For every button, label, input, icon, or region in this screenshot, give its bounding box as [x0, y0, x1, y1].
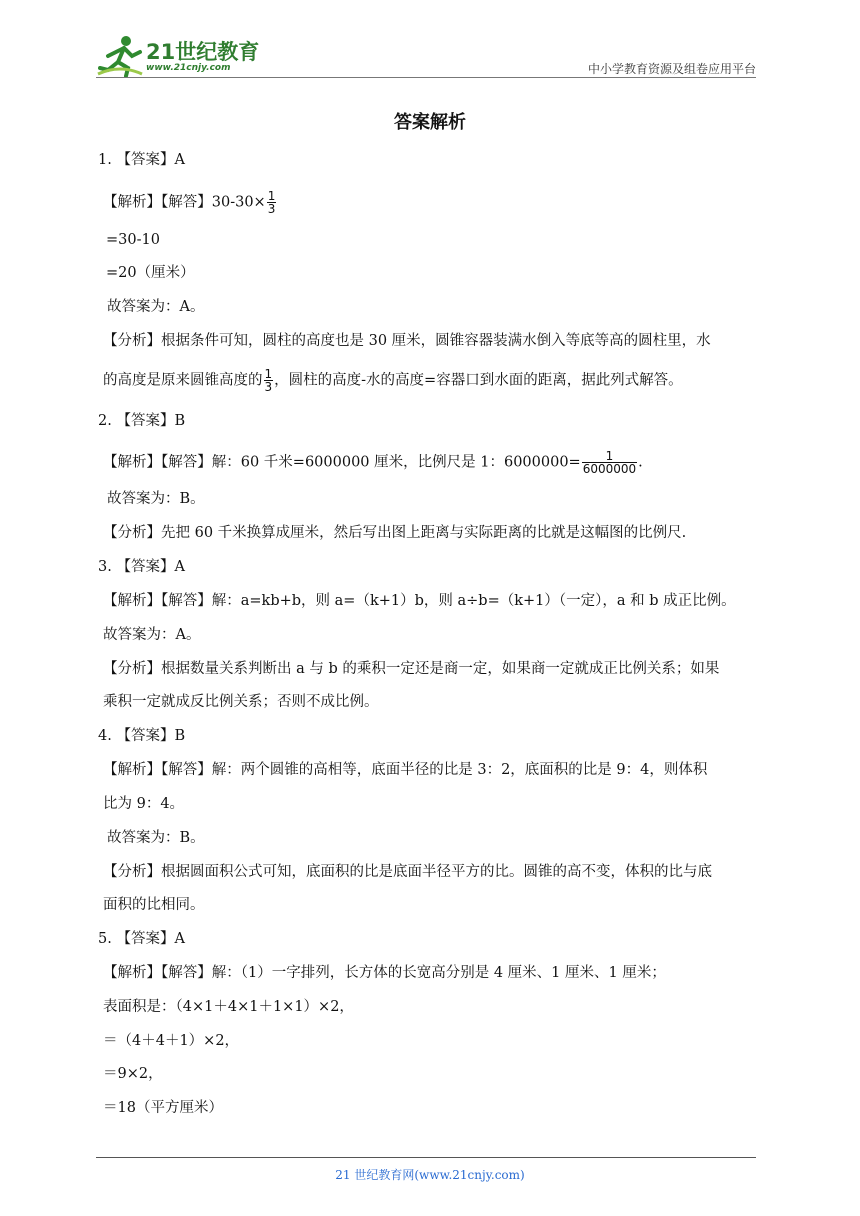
- q3-note-line2: 乘积一定就成反比例关系；否则不成比例。: [103, 694, 379, 710]
- q1-note-fraction: [264, 368, 274, 393]
- q4-note-line2: 面积的比相同。: [103, 897, 205, 913]
- runner-logo-icon: [96, 34, 144, 78]
- q5-answer: 5. 【答案】A: [98, 931, 185, 947]
- q4-note-line1: 【分析】根据圆面积公式可知，底面积的比是底面半径平方的比。圆锥的高不变，体积的比与底: [103, 864, 712, 880]
- footer-divider: [96, 1157, 756, 1158]
- q2-analysis-text: 【解析】【解答】解：60 千米=6000000 厘米，比例尺是 1：6000000=: [103, 454, 581, 471]
- fraction-numerator: 1: [267, 189, 276, 203]
- q1-analysis: [103, 190, 277, 215]
- q3-final: 故答案为：A。: [103, 627, 201, 643]
- q4-analysis-line2: 比为 9：4。: [103, 796, 185, 812]
- q1-final: 故答案为：A。: [107, 299, 205, 315]
- q1-note-text-a: 的高度是原来圆锥高度的: [103, 372, 263, 389]
- page-title: 答案解析: [394, 112, 466, 133]
- fraction-numerator: 1: [582, 450, 637, 463]
- logo-text: 21世纪教育: [146, 40, 260, 64]
- logo-url: www.21cnjy.com: [146, 63, 231, 73]
- q5-line2: 表面积是：（4×1＋4×1＋1×1）×2，: [103, 999, 354, 1015]
- q3-analysis: 【解析】【解答】解：a=kb+b，则 a=（k+1）b，则 a÷b=（k+1）（一定），a 和 b 成正比例。: [103, 593, 736, 609]
- q1-step1: =30-10: [106, 232, 160, 248]
- q1-note-text-b: ，圆柱的高度-水的高度=容器口到水面的距离，据此列式解答。: [274, 372, 683, 389]
- q1-note-line1: 【分析】根据条件可知，圆柱的高度也是 30 厘米，圆锥容器装满水倒入等底等高的圆柱里，水: [103, 333, 711, 349]
- fraction-denominator: 3: [267, 202, 276, 216]
- page-header: [96, 30, 756, 80]
- q2-note: 【分析】先把 60 千米换算成厘米，然后写出图上距离与实际距离的比就是这幅图的比例尺.: [103, 525, 687, 541]
- q5-analysis: 【解析】【解答】解：（1）一字排列，长方体的长宽高分别是 4 厘米、1 厘米、1 厘米；: [103, 965, 666, 981]
- q1-fraction: [267, 190, 277, 215]
- footer-text: 21 世纪教育网(www.21cnjy.com): [335, 1168, 525, 1182]
- q5-line3: ＝（4＋4＋1）×2，: [103, 1033, 240, 1049]
- fraction-denominator: 3: [264, 380, 273, 394]
- q2-fraction: [582, 450, 637, 475]
- q4-answer: 4. 【答案】B: [98, 728, 186, 744]
- q1-analysis-text: 【解析】【解答】30-30×: [103, 194, 266, 211]
- fraction-denominator: 6000000: [582, 462, 637, 476]
- header-divider: [96, 77, 756, 78]
- platform-name: 中小学教育资源及组卷应用平台: [587, 62, 756, 76]
- q5-line5: ＝18（平方厘米）: [103, 1100, 223, 1116]
- q2-analysis-suffix: .: [638, 454, 643, 471]
- q2-final: 故答案为：B。: [107, 491, 205, 507]
- fraction-numerator: 1: [264, 367, 273, 381]
- q2-analysis: [103, 450, 643, 475]
- q4-final: 故答案为：B。: [107, 830, 205, 846]
- site-logo: [96, 34, 266, 78]
- q4-analysis-line1: 【解析】【解答】解：两个圆锥的高相等，底面半径的比是 3：2，底面积的比是 9：4，则体积: [103, 762, 708, 778]
- q1-answer: 1. 【答案】A: [98, 152, 185, 168]
- q3-note-line1: 【分析】根据数量关系判断出 a 与 b 的乘积一定还是商一定，如果商一定就成正比例关系；如果: [103, 661, 720, 677]
- q1-step2: =20（厘米）: [106, 265, 195, 281]
- q3-answer: 3. 【答案】A: [98, 559, 185, 575]
- q5-line4: ＝9×2，: [103, 1066, 163, 1082]
- q2-answer: 2. 【答案】B: [98, 413, 186, 429]
- q1-note-line2: [103, 368, 683, 393]
